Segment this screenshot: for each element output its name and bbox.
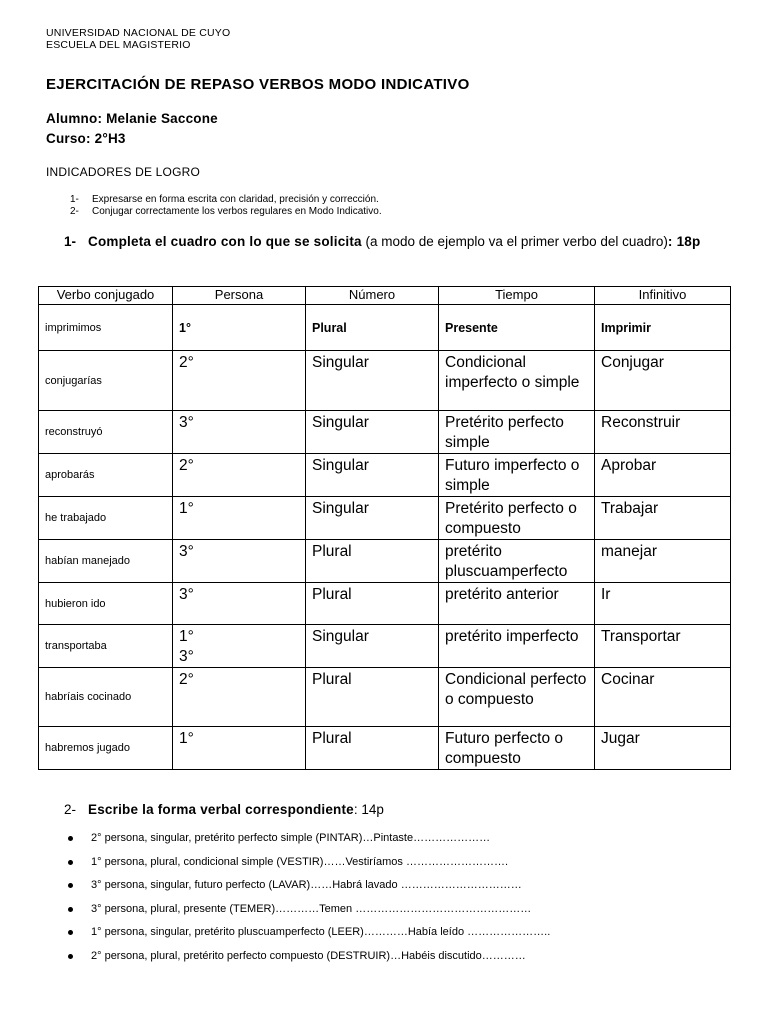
cell-infinitivo: Trabajar (595, 497, 731, 540)
indicator-item (70, 194, 379, 205)
cell-verb: he trabajado (39, 497, 173, 540)
cell-tiempo: Pretérito perfecto o compuesto (439, 497, 595, 540)
question-number: 2- (64, 802, 77, 817)
cell-numero: Singular (306, 351, 439, 411)
persona-value: 1° (179, 628, 194, 645)
cell-infinitivo: manejar (595, 540, 731, 583)
cell-tiempo: Condicional perfecto o compuesto (439, 668, 595, 727)
cell-tiempo: Futuro perfecto o compuesto (439, 727, 595, 770)
table-row (39, 454, 731, 497)
cell-infinitivo: Ir (595, 583, 731, 625)
table-row (39, 540, 731, 583)
cell-verb: aprobarás (39, 454, 173, 497)
bullet-icon (68, 907, 73, 912)
cell-verb: imprimimos (39, 305, 173, 351)
university-name: UNIVERSIDAD NACIONAL DE CUYO (46, 27, 231, 39)
verb-table (38, 286, 731, 770)
question-2 (64, 802, 384, 817)
cell-numero: Plural (306, 727, 439, 770)
cell-persona: 2° (173, 351, 306, 411)
list-item (68, 926, 550, 950)
cell-verb: hubieron ido (39, 583, 173, 625)
answer-list (68, 832, 550, 974)
cell-tiempo: pretérito pluscuamperfecto (439, 540, 595, 583)
question-points: : 18p (667, 234, 701, 249)
bullet-icon (68, 954, 73, 959)
cell-persona: 3° (173, 583, 306, 625)
cell-infinitivo: Cocinar (595, 668, 731, 727)
cell-infinitivo: Imprimir (595, 305, 731, 351)
table-row (39, 583, 731, 625)
cell-verb: transportaba (39, 625, 173, 668)
indicator-number: 2- (70, 206, 79, 217)
indicators-heading: INDICADORES DE LOGRO (46, 165, 201, 179)
question-note: (a modo de ejemplo va el primer verbo del cuadro) (361, 234, 668, 249)
cell-numero: Plural (306, 583, 439, 625)
question-number: 1- (64, 234, 77, 249)
cell-persona: 1° (173, 497, 306, 540)
cell-verb: reconstruyó (39, 411, 173, 454)
table-row (39, 411, 731, 454)
question-1 (64, 233, 704, 251)
school-name: ESCUELA DEL MAGISTERIO (46, 39, 191, 51)
table-row (39, 727, 731, 770)
cell-numero: Plural (306, 540, 439, 583)
header-numero: Número (306, 287, 439, 305)
header-infinitivo: Infinitivo (595, 287, 731, 305)
cell-persona: 1° (173, 305, 306, 351)
indicator-number: 1- (70, 194, 79, 205)
table-row (39, 305, 731, 351)
list-item (68, 950, 550, 974)
cell-tiempo: Presente (439, 305, 595, 351)
cell-persona: 2° (173, 454, 306, 497)
cell-infinitivo: Jugar (595, 727, 731, 770)
cell-verb: conjugarías (39, 351, 173, 411)
table-row (39, 497, 731, 540)
header-persona: Persona (173, 287, 306, 305)
list-item (68, 856, 550, 880)
cell-verb: habremos jugado (39, 727, 173, 770)
cell-tiempo: pretérito imperfecto (439, 625, 595, 668)
cell-persona: 3° (173, 540, 306, 583)
cell-persona (173, 625, 306, 668)
cell-numero: Singular (306, 411, 439, 454)
table-row (39, 351, 731, 411)
header-tiempo: Tiempo (439, 287, 595, 305)
answer-text: 1° persona, singular, pretérito pluscuamperfecto (LEER)…………Había leído ………………….. (91, 926, 551, 939)
indicator-text: Conjugar correctamente los verbos regulares en Modo Indicativo. (92, 206, 382, 217)
cell-persona: 2° (173, 668, 306, 727)
cell-numero: Singular (306, 625, 439, 668)
table-row (39, 625, 731, 668)
answer-text: 3° persona, singular, futuro perfecto (LAVAR)……Habrá lavado …………………………… (91, 879, 522, 892)
answer-text: 2° persona, singular, pretérito perfecto simple (PINTAR)…Pintaste………………… (91, 832, 491, 844)
cell-verb: habríais cocinado (39, 668, 173, 727)
list-item (68, 879, 550, 903)
course-name: Curso: 2°H3 (46, 131, 126, 146)
student-name: Alumno: Melanie Saccone (46, 111, 218, 126)
cell-tiempo: Pretérito perfecto simple (439, 411, 595, 454)
bullet-icon (68, 860, 73, 865)
cell-numero: Plural (306, 305, 439, 351)
cell-tiempo: pretérito anterior (439, 583, 595, 625)
indicator-text: Expresarse en forma escrita con claridad, precisión y corrección. (92, 194, 379, 205)
answer-text: 3° persona, plural, presente (TEMER)…………Temen ………………………………………… (91, 902, 532, 915)
cell-infinitivo: Transportar (595, 625, 731, 668)
question-points: : 14p (353, 802, 384, 817)
answer-text: 1° persona, plural, condicional simple (VESTIR)……Vestiríamos ………………………. (91, 855, 509, 868)
bullet-icon (68, 883, 73, 888)
cell-persona: 1° (173, 727, 306, 770)
cell-numero: Plural (306, 668, 439, 727)
cell-verb: habían manejado (39, 540, 173, 583)
header-verbo: Verbo conjugado (39, 287, 173, 305)
answer-text: 2° persona, plural, pretérito perfecto compuesto (DESTRUIR)…Habéis discutido………… (91, 949, 526, 962)
cell-infinitivo: Reconstruir (595, 411, 731, 454)
persona-value: 3° (179, 648, 194, 665)
cell-tiempo: Futuro imperfecto o simple (439, 454, 595, 497)
table-row (39, 668, 731, 727)
list-item (68, 832, 550, 856)
list-item (68, 903, 550, 927)
bullet-icon (68, 930, 73, 935)
indicator-item (70, 206, 382, 217)
cell-numero: Singular (306, 497, 439, 540)
cell-numero: Singular (306, 454, 439, 497)
bullet-icon (68, 836, 73, 841)
cell-tiempo: Condicional imperfecto o simple (439, 351, 595, 411)
cell-infinitivo: Aprobar (595, 454, 731, 497)
cell-infinitivo: Conjugar (595, 351, 731, 411)
question-instruction: Escribe la forma verbal correspondiente (88, 802, 354, 817)
cell-persona: 3° (173, 411, 306, 454)
question-instruction: Completa el cuadro con lo que se solicita (88, 234, 362, 249)
page-title: EJERCITACIÓN DE REPASO VERBOS MODO INDICATIVO (46, 76, 470, 93)
